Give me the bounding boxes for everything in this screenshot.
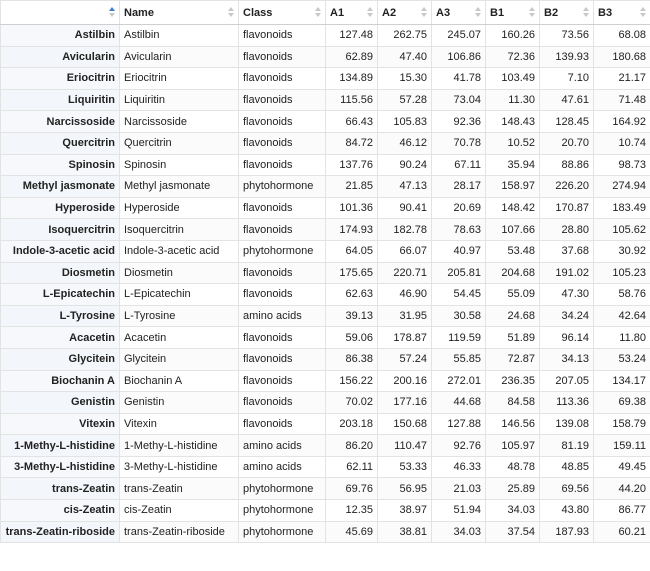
table-header: [1, 1, 650, 25]
value-cell-b2: 191.02: [540, 262, 594, 284]
value-cell-b3: 58.76: [594, 284, 650, 306]
sort-down-arrow-icon: [315, 13, 321, 17]
value-cell-a2: 220.71: [378, 262, 432, 284]
value-cell-a2: 38.81: [378, 521, 432, 543]
value-cell-a3: 20.69: [432, 197, 486, 219]
value-cell-a1: 174.93: [326, 219, 378, 241]
value-cell-a2: 56.95: [378, 478, 432, 500]
table-row: [1, 111, 650, 133]
column-header-label: B1: [490, 6, 505, 19]
value-cell-a2: 105.83: [378, 111, 432, 133]
value-cell-b1: 72.87: [486, 348, 540, 370]
table-row: [1, 46, 650, 68]
name-cell: Glycitein: [120, 348, 239, 370]
value-cell-b3: 183.49: [594, 197, 650, 219]
row-name-cell: Diosmetin: [1, 262, 120, 284]
value-cell-b2: 34.24: [540, 305, 594, 327]
sort-arrows-icon[interactable]: [583, 7, 589, 19]
column-header-a3[interactable]: [432, 1, 486, 25]
value-cell-a3: 54.45: [432, 284, 486, 306]
value-cell-b1: 160.26: [486, 25, 540, 47]
value-cell-b2: 73.56: [540, 25, 594, 47]
value-cell-a3: 92.36: [432, 111, 486, 133]
name-cell: Diosmetin: [120, 262, 239, 284]
table-row: [1, 219, 650, 241]
name-cell: Quercitrin: [120, 132, 239, 154]
class-cell: flavonoids: [239, 262, 326, 284]
value-cell-b3: 274.94: [594, 176, 650, 198]
value-cell-a2: 178.87: [378, 327, 432, 349]
value-cell-b2: 34.13: [540, 348, 594, 370]
table-row: [1, 413, 650, 435]
column-header-label: B2: [544, 6, 559, 19]
sort-up-arrow-icon: [421, 7, 427, 11]
column-header-label: Name: [124, 6, 154, 19]
sort-arrows-icon[interactable]: [367, 7, 373, 19]
column-header-name[interactable]: [120, 1, 239, 25]
value-cell-b1: 48.78: [486, 456, 540, 478]
value-cell-b1: 72.36: [486, 46, 540, 68]
value-cell-b1: 10.52: [486, 132, 540, 154]
value-cell-a2: 57.24: [378, 348, 432, 370]
class-cell: phytohormone: [239, 478, 326, 500]
class-cell: phytohormone: [239, 176, 326, 198]
value-cell-b3: 11.80: [594, 327, 650, 349]
class-cell: phytohormone: [239, 500, 326, 522]
value-cell-b3: 180.68: [594, 46, 650, 68]
sort-arrows-icon[interactable]: [529, 7, 535, 19]
class-cell: flavonoids: [239, 413, 326, 435]
column-header-label: B3: [598, 6, 613, 19]
row-name-cell: Eriocitrin: [1, 68, 120, 90]
value-cell-b1: 53.48: [486, 240, 540, 262]
row-name-cell: cis-Zeatin: [1, 500, 120, 522]
value-cell-a3: 205.81: [432, 262, 486, 284]
sort-up-arrow-icon: [583, 7, 589, 11]
row-name-cell: Astilbin: [1, 25, 120, 47]
row-name-cell: Quercitrin: [1, 132, 120, 154]
class-cell: flavonoids: [239, 25, 326, 47]
row-name-cell: Isoquercitrin: [1, 219, 120, 241]
name-cell: Eriocitrin: [120, 68, 239, 90]
value-cell-a3: 46.33: [432, 456, 486, 478]
row-name-cell: 3-Methy-L-histidine: [1, 456, 120, 478]
name-cell: Indole-3-acetic acid: [120, 240, 239, 262]
value-cell-a3: 41.78: [432, 68, 486, 90]
name-cell: 3-Methy-L-histidine: [120, 456, 239, 478]
class-cell: flavonoids: [239, 132, 326, 154]
value-cell-a1: 115.56: [326, 89, 378, 111]
value-cell-a1: 84.72: [326, 132, 378, 154]
value-cell-b3: 159.11: [594, 435, 650, 457]
table-row: [1, 521, 650, 543]
value-cell-a1: 59.06: [326, 327, 378, 349]
value-cell-b2: 207.05: [540, 370, 594, 392]
value-cell-b1: 148.43: [486, 111, 540, 133]
value-cell-a3: 21.03: [432, 478, 486, 500]
sort-up-arrow-icon: [640, 7, 646, 11]
value-cell-a2: 53.33: [378, 456, 432, 478]
value-cell-b3: 68.08: [594, 25, 650, 47]
name-cell: Liquiritin: [120, 89, 239, 111]
name-cell: Isoquercitrin: [120, 219, 239, 241]
value-cell-a1: 203.18: [326, 413, 378, 435]
value-cell-a1: 21.85: [326, 176, 378, 198]
row-name-cell: Biochanin A: [1, 370, 120, 392]
table-row: [1, 154, 650, 176]
value-cell-a2: 38.97: [378, 500, 432, 522]
value-cell-b1: 51.89: [486, 327, 540, 349]
table-body: [1, 25, 650, 543]
value-cell-b3: 42.64: [594, 305, 650, 327]
class-cell: phytohormone: [239, 240, 326, 262]
value-cell-a3: 92.76: [432, 435, 486, 457]
value-cell-a2: 47.40: [378, 46, 432, 68]
header-row: [1, 1, 650, 25]
column-header-label: A3: [436, 6, 451, 19]
row-name-cell: Hyperoside: [1, 197, 120, 219]
column-header-a2[interactable]: [378, 1, 432, 25]
value-cell-b3: 105.23: [594, 262, 650, 284]
name-cell: trans-Zeatin: [120, 478, 239, 500]
value-cell-a3: 51.94: [432, 500, 486, 522]
value-cell-b2: 226.20: [540, 176, 594, 198]
value-cell-a1: 70.02: [326, 392, 378, 414]
class-cell: flavonoids: [239, 348, 326, 370]
value-cell-a2: 200.16: [378, 370, 432, 392]
table-row: [1, 456, 650, 478]
row-name-cell: Glycitein: [1, 348, 120, 370]
value-cell-b2: 28.80: [540, 219, 594, 241]
value-cell-a1: 45.69: [326, 521, 378, 543]
value-cell-b2: 128.45: [540, 111, 594, 133]
value-cell-a1: 39.13: [326, 305, 378, 327]
value-cell-a1: 62.11: [326, 456, 378, 478]
value-cell-b3: 158.79: [594, 413, 650, 435]
value-cell-b1: 148.42: [486, 197, 540, 219]
value-cell-b3: 30.92: [594, 240, 650, 262]
name-cell: Acacetin: [120, 327, 239, 349]
value-cell-a1: 137.76: [326, 154, 378, 176]
name-cell: Spinosin: [120, 154, 239, 176]
name-cell: 1-Methy-L-histidine: [120, 435, 239, 457]
value-cell-b3: 49.45: [594, 456, 650, 478]
value-cell-b2: 81.19: [540, 435, 594, 457]
value-cell-b2: 47.30: [540, 284, 594, 306]
value-cell-a3: 272.01: [432, 370, 486, 392]
class-cell: flavonoids: [239, 197, 326, 219]
value-cell-b2: 43.80: [540, 500, 594, 522]
column-header-class[interactable]: [239, 1, 326, 25]
name-cell: Hyperoside: [120, 197, 239, 219]
value-cell-a3: 70.78: [432, 132, 486, 154]
row-name-cell: Methyl jasmonate: [1, 176, 120, 198]
table-row: [1, 392, 650, 414]
class-cell: phytohormone: [239, 521, 326, 543]
value-cell-b2: 88.86: [540, 154, 594, 176]
name-cell: cis-Zeatin: [120, 500, 239, 522]
sort-up-arrow-icon: [475, 7, 481, 11]
class-cell: amino acids: [239, 456, 326, 478]
value-cell-a3: 34.03: [432, 521, 486, 543]
row-name-cell: Genistin: [1, 392, 120, 414]
value-cell-b2: 20.70: [540, 132, 594, 154]
value-cell-a2: 46.90: [378, 284, 432, 306]
sort-arrows-icon[interactable]: [228, 7, 234, 19]
table-row: [1, 370, 650, 392]
sort-up-arrow-icon: [529, 7, 535, 11]
name-cell: Astilbin: [120, 25, 239, 47]
class-cell: flavonoids: [239, 392, 326, 414]
sort-down-arrow-icon: [583, 13, 589, 17]
value-cell-b2: 139.93: [540, 46, 594, 68]
sort-down-arrow-icon: [228, 13, 234, 17]
name-cell: Methyl jasmonate: [120, 176, 239, 198]
value-cell-b3: 44.20: [594, 478, 650, 500]
value-cell-a3: 30.58: [432, 305, 486, 327]
value-cell-a3: 55.85: [432, 348, 486, 370]
value-cell-a3: 127.88: [432, 413, 486, 435]
value-cell-b2: 7.10: [540, 68, 594, 90]
name-cell: trans-Zeatin-riboside: [120, 521, 239, 543]
class-cell: flavonoids: [239, 68, 326, 90]
value-cell-b2: 37.68: [540, 240, 594, 262]
value-cell-b1: 204.68: [486, 262, 540, 284]
sort-down-arrow-icon: [367, 13, 373, 17]
value-cell-b2: 139.08: [540, 413, 594, 435]
value-cell-a1: 86.38: [326, 348, 378, 370]
value-cell-b3: 134.17: [594, 370, 650, 392]
column-header-b3[interactable]: [594, 1, 650, 25]
sort-up-arrow-icon: [228, 7, 234, 11]
row-name-cell: Vitexin: [1, 413, 120, 435]
value-cell-b1: 37.54: [486, 521, 540, 543]
column-header-label: A2: [382, 6, 397, 19]
sort-down-arrow-icon: [529, 13, 535, 17]
table-row: [1, 197, 650, 219]
sort-arrows-icon[interactable]: [475, 7, 481, 19]
column-header-label: A1: [330, 6, 345, 19]
value-cell-a3: 44.68: [432, 392, 486, 414]
value-cell-b3: 71.48: [594, 89, 650, 111]
value-cell-a2: 15.30: [378, 68, 432, 90]
table-row: [1, 435, 650, 457]
value-cell-a1: 12.35: [326, 500, 378, 522]
value-cell-a2: 47.13: [378, 176, 432, 198]
name-cell: Biochanin A: [120, 370, 239, 392]
value-cell-b1: 107.66: [486, 219, 540, 241]
value-cell-b3: 86.77: [594, 500, 650, 522]
value-cell-b1: 146.56: [486, 413, 540, 435]
value-cell-a2: 177.16: [378, 392, 432, 414]
row-name-cell: trans-Zeatin: [1, 478, 120, 500]
value-cell-b1: 158.97: [486, 176, 540, 198]
value-cell-b3: 53.24: [594, 348, 650, 370]
value-cell-b2: 187.93: [540, 521, 594, 543]
table-row: [1, 89, 650, 111]
value-cell-b2: 170.87: [540, 197, 594, 219]
table-row: [1, 348, 650, 370]
value-cell-b1: 35.94: [486, 154, 540, 176]
table-row: [1, 262, 650, 284]
table-row: [1, 305, 650, 327]
class-cell: flavonoids: [239, 219, 326, 241]
column-header-b1[interactable]: [486, 1, 540, 25]
class-cell: amino acids: [239, 305, 326, 327]
table-row: [1, 500, 650, 522]
table-row: [1, 132, 650, 154]
sort-up-arrow-icon: [367, 7, 373, 11]
sort-arrows-icon[interactable]: [640, 7, 646, 19]
value-cell-b3: 164.92: [594, 111, 650, 133]
class-cell: flavonoids: [239, 89, 326, 111]
table-row: [1, 284, 650, 306]
value-cell-b1: 55.09: [486, 284, 540, 306]
value-cell-a2: 31.95: [378, 305, 432, 327]
class-cell: flavonoids: [239, 111, 326, 133]
value-cell-a1: 62.89: [326, 46, 378, 68]
class-cell: flavonoids: [239, 327, 326, 349]
value-cell-a1: 86.20: [326, 435, 378, 457]
value-cell-a1: 156.22: [326, 370, 378, 392]
name-cell: Vitexin: [120, 413, 239, 435]
class-cell: flavonoids: [239, 46, 326, 68]
value-cell-a1: 66.43: [326, 111, 378, 133]
value-cell-a1: 64.05: [326, 240, 378, 262]
sort-down-arrow-icon: [109, 13, 115, 17]
column-header-rownames[interactable]: [1, 1, 120, 25]
value-cell-b3: 105.62: [594, 219, 650, 241]
value-cell-a2: 57.28: [378, 89, 432, 111]
column-header-a1[interactable]: [326, 1, 378, 25]
value-cell-b3: 60.21: [594, 521, 650, 543]
sort-down-arrow-icon: [421, 13, 427, 17]
value-cell-a2: 110.47: [378, 435, 432, 457]
value-cell-a1: 175.65: [326, 262, 378, 284]
value-cell-a3: 40.97: [432, 240, 486, 262]
row-name-cell: Acacetin: [1, 327, 120, 349]
name-cell: L-Epicatechin: [120, 284, 239, 306]
value-cell-b1: 24.68: [486, 305, 540, 327]
value-cell-a1: 134.89: [326, 68, 378, 90]
value-cell-b2: 113.36: [540, 392, 594, 414]
value-cell-a3: 73.04: [432, 89, 486, 111]
value-cell-b2: 69.56: [540, 478, 594, 500]
value-cell-a1: 127.48: [326, 25, 378, 47]
value-cell-b3: 10.74: [594, 132, 650, 154]
value-cell-a2: 262.75: [378, 25, 432, 47]
row-name-cell: Narcissoside: [1, 111, 120, 133]
row-name-cell: trans-Zeatin-riboside: [1, 521, 120, 543]
value-cell-a1: 69.76: [326, 478, 378, 500]
value-cell-a2: 182.78: [378, 219, 432, 241]
name-cell: Genistin: [120, 392, 239, 414]
table-row: [1, 176, 650, 198]
value-cell-b1: 236.35: [486, 370, 540, 392]
value-cell-b1: 11.30: [486, 89, 540, 111]
value-cell-b1: 84.58: [486, 392, 540, 414]
value-cell-b3: 21.17: [594, 68, 650, 90]
value-cell-a3: 67.11: [432, 154, 486, 176]
value-cell-b3: 69.38: [594, 392, 650, 414]
value-cell-a2: 90.24: [378, 154, 432, 176]
value-cell-a1: 101.36: [326, 197, 378, 219]
column-header-label: Class: [243, 6, 273, 19]
value-cell-a2: 90.41: [378, 197, 432, 219]
table-row: [1, 327, 650, 349]
sort-arrows-icon[interactable]: [315, 7, 321, 19]
row-name-cell: 1-Methy-L-histidine: [1, 435, 120, 457]
row-name-cell: L-Epicatechin: [1, 284, 120, 306]
value-cell-b1: 34.03: [486, 500, 540, 522]
value-cell-b1: 103.49: [486, 68, 540, 90]
value-cell-a3: 245.07: [432, 25, 486, 47]
row-name-cell: Spinosin: [1, 154, 120, 176]
sort-down-arrow-icon: [640, 13, 646, 17]
value-cell-b1: 25.89: [486, 478, 540, 500]
table-row: [1, 478, 650, 500]
name-cell: Avicularin: [120, 46, 239, 68]
value-cell-a2: 46.12: [378, 132, 432, 154]
value-cell-b1: 105.97: [486, 435, 540, 457]
value-cell-b2: 96.14: [540, 327, 594, 349]
column-header-b2[interactable]: [540, 1, 594, 25]
sort-up-arrow-icon: [315, 7, 321, 11]
class-cell: flavonoids: [239, 370, 326, 392]
value-cell-a2: 150.68: [378, 413, 432, 435]
name-cell: Narcissoside: [120, 111, 239, 133]
row-name-cell: Avicularin: [1, 46, 120, 68]
class-cell: flavonoids: [239, 284, 326, 306]
row-name-cell: Liquiritin: [1, 89, 120, 111]
value-cell-a3: 28.17: [432, 176, 486, 198]
table-row: [1, 240, 650, 262]
name-cell: L-Tyrosine: [120, 305, 239, 327]
class-cell: flavonoids: [239, 154, 326, 176]
sort-arrows-icon[interactable]: [109, 7, 115, 19]
value-cell-a3: 119.59: [432, 327, 486, 349]
row-name-cell: L-Tyrosine: [1, 305, 120, 327]
value-cell-b2: 48.85: [540, 456, 594, 478]
value-cell-a3: 78.63: [432, 219, 486, 241]
sort-down-arrow-icon: [475, 13, 481, 17]
sort-arrows-icon[interactable]: [421, 7, 427, 19]
table-row: [1, 25, 650, 47]
value-cell-a3: 106.86: [432, 46, 486, 68]
class-cell: amino acids: [239, 435, 326, 457]
value-cell-a1: 62.63: [326, 284, 378, 306]
value-cell-b3: 98.73: [594, 154, 650, 176]
value-cell-a2: 66.07: [378, 240, 432, 262]
row-name-cell: Indole-3-acetic acid: [1, 240, 120, 262]
value-cell-b2: 47.61: [540, 89, 594, 111]
sort-up-arrow-icon: [109, 7, 115, 11]
table-row: [1, 68, 650, 90]
